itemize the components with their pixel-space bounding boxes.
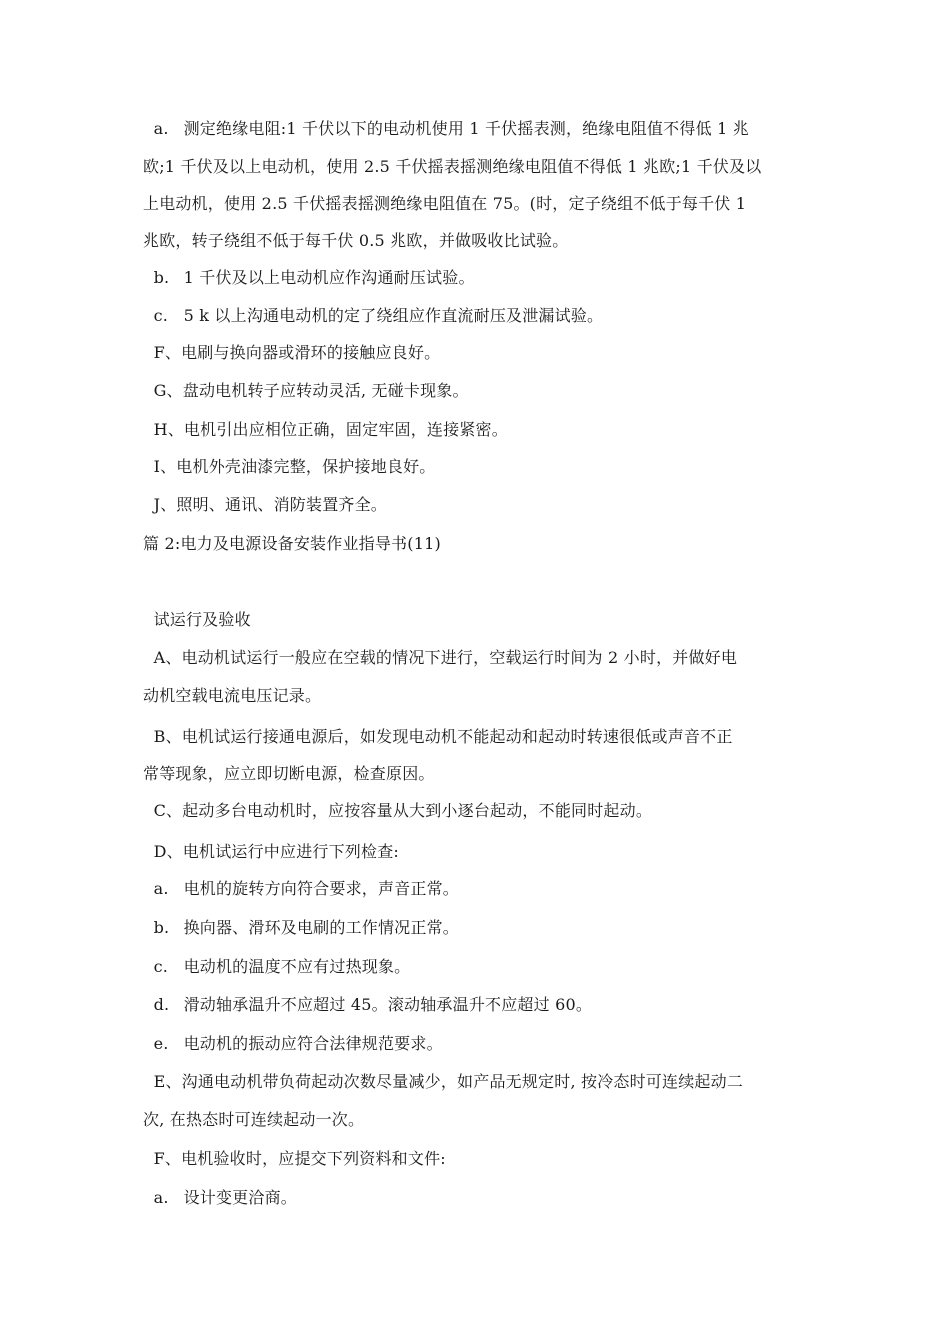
- list-marker: d.: [153, 995, 170, 1014]
- paragraph-text: A、电动机试运行一般应在空载的情况下进行，空载运行时间为 2 小时，并做好电: [153, 648, 738, 667]
- list-item-text: H、电机引出应相位正确，固定牢固，连接紧密。: [153, 420, 508, 439]
- paragraph-line: 欧;1 千伏及以上电动机，使用 2.5 千伏摇表摇测绝缘电阻值不得低 1 兆欧;1 千伏及以: [143, 157, 762, 176]
- list-item: [143, 457, 823, 477]
- section-heading: 篇 2:电力及电源设备安装作业指导书(11): [143, 534, 441, 553]
- list-item-text: F、电刷与换向器或滑环的接触应良好。: [153, 343, 441, 362]
- paragraph-text: E、沟通电动机带负荷起动次数尽量减少，如产品无规定时, 按冷态时可连续起动二: [153, 1072, 744, 1091]
- list-marker: c.: [153, 306, 169, 325]
- list-item-text: F、电机验收时，应提交下列资料和文件:: [153, 1149, 446, 1168]
- list-item-text: D、电机试运行中应进行下列检查:: [153, 842, 399, 861]
- paragraph-text: B、电机试运行接通电源后，如发现电动机不能起动和起动时转速很低或声音不正: [153, 727, 733, 746]
- list-item: [143, 343, 823, 363]
- list-item: [143, 420, 823, 440]
- sub-list-item: [143, 1034, 823, 1054]
- list-item: [143, 306, 823, 326]
- list-item-text: 电动机的温度不应有过热现象。: [183, 957, 411, 976]
- paragraph-text: 测定绝缘电阻:1 千伏以下的电动机使用 1 千伏摇表测，绝缘电阻值不得低 1 兆: [183, 119, 749, 138]
- list-item-text: 换向器、滑环及电刷的工作情况正常。: [183, 918, 459, 937]
- list-item-text: C、起动多台电动机时，应按容量从大到小逐台起动，不能同时起动。: [153, 801, 653, 820]
- paragraph-line: [143, 727, 823, 747]
- list-item-text: 滑动轴承温升不应超过 45。滚动轴承温升不应超过 60。: [183, 995, 593, 1014]
- list-item-text: 电动机的振动应符合法律规范要求。: [183, 1034, 443, 1053]
- list-item: [143, 381, 823, 401]
- list-item: [143, 268, 823, 288]
- sub-list-item: [143, 879, 823, 899]
- sub-list-item: [143, 918, 823, 938]
- list-item-text: I、电机外壳油漆完整，保护接地良好。: [153, 457, 436, 476]
- list-item-text: 1 千伏及以上电动机应作沟通耐压试验。: [183, 268, 475, 287]
- list-marker: b.: [153, 918, 170, 937]
- list-marker: a.: [153, 1188, 169, 1207]
- list-marker: b.: [153, 268, 170, 287]
- section-subheading: [143, 610, 823, 630]
- list-item-text: 电机的旋转方向符合要求，声音正常。: [183, 879, 459, 898]
- list-item-text: 设计变更洽商。: [183, 1188, 297, 1207]
- sub-list-item: [143, 957, 823, 977]
- list-item-text: J、照明、通讯、消防装置齐全。: [153, 495, 387, 514]
- list-item: [143, 801, 823, 821]
- list-marker: c.: [153, 957, 169, 976]
- list-item: [143, 842, 823, 862]
- list-item: [143, 1149, 823, 1169]
- paragraph-line: 次, 在热态时可连续起动一次。: [143, 1110, 365, 1129]
- list-marker: a.: [153, 879, 169, 898]
- paragraph-line: 常等现象，应立即切断电源，检查原因。: [143, 764, 435, 783]
- paragraph-line: [143, 648, 823, 668]
- paragraph-line: 兆欧，转子绕组不低于每千伏 0.5 兆欧，并做吸收比试验。: [143, 231, 569, 250]
- paragraph-line: [143, 119, 823, 139]
- list-item: [143, 495, 823, 515]
- paragraph-line: [143, 1072, 823, 1092]
- paragraph-line: 上电动机，使用 2.5 千伏摇表摇测绝缘电阻值在 75。(时，定子绕组不低于每千伏 1: [143, 194, 747, 213]
- list-marker: a.: [153, 119, 169, 138]
- sub-list-item: [143, 995, 823, 1015]
- subheading-text: 试运行及验收: [153, 610, 251, 629]
- list-item-text: 5 k 以上沟通电动机的定了绕组应作直流耐压及泄漏试验。: [183, 306, 604, 325]
- list-marker: e.: [153, 1034, 169, 1053]
- paragraph-line: 动机空载电流电压记录。: [143, 686, 322, 705]
- list-item-text: G、盘动电机转子应转动灵活, 无碰卡现象。: [153, 381, 469, 400]
- sub-list-item: [143, 1188, 823, 1208]
